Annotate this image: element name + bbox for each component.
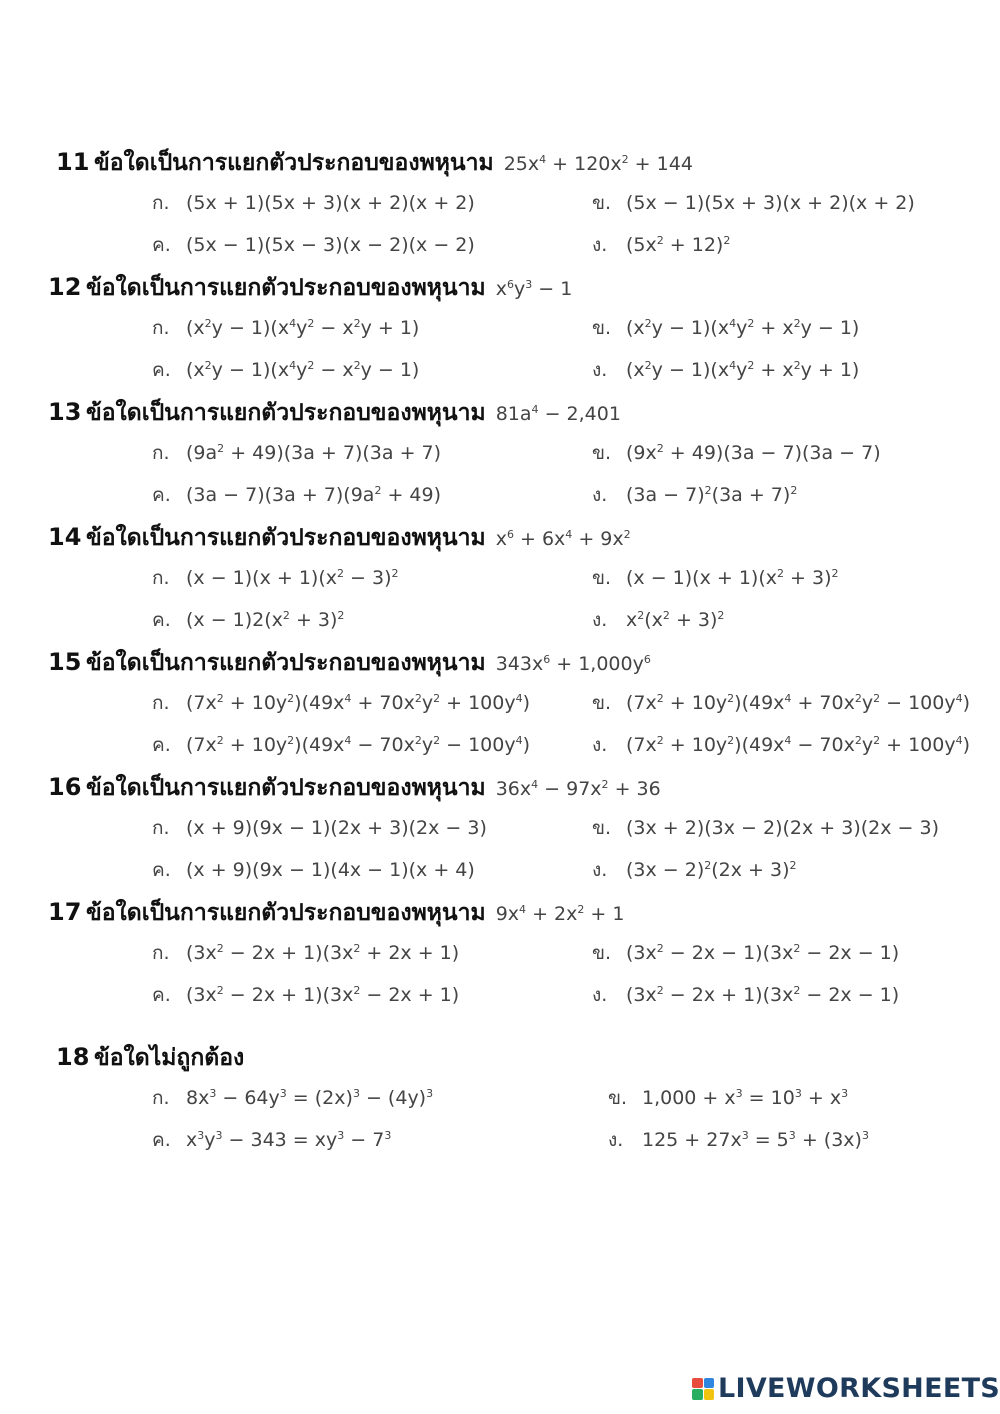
option-text: $(x - 1)(x + 1)(x^2 + 3)^2$ xyxy=(626,567,839,589)
option-label: ข. xyxy=(592,317,612,339)
question-18-header xyxy=(56,1040,244,1076)
question-16-option[interactable] xyxy=(152,813,487,843)
option-text: $(x^2y - 1)(x^4y^2 + x^2y + 1)$ xyxy=(626,359,860,381)
option-text: $1,000 + x^3 = 10^3 + x^3$ xyxy=(642,1087,849,1109)
question-17-option[interactable] xyxy=(152,980,459,1010)
option-label: ก. xyxy=(152,942,170,964)
question-17-header xyxy=(48,895,624,931)
option-label: ก. xyxy=(152,692,170,714)
question-18-option[interactable] xyxy=(152,1083,433,1113)
question-expression: $9x^4 + 2x^2 + 1$ xyxy=(495,903,625,925)
option-text: $8x^3 - 64y^3 = (2x)^3 - (4y)^3$ xyxy=(186,1087,434,1109)
option-text: $(7x^2 + 10y^2)(49x^4 + 70x^2y^2 - 100y^4)$ xyxy=(626,692,971,714)
option-label: ก. xyxy=(152,567,170,589)
option-label: ข. xyxy=(608,1087,628,1109)
question-16-option[interactable] xyxy=(592,855,797,885)
question-number: 15 xyxy=(48,648,82,676)
option-text: (5x − 1)(5x + 3)(x + 2)(x + 2) xyxy=(626,192,915,214)
question-13-option[interactable] xyxy=(152,480,441,510)
question-11-option[interactable] xyxy=(152,188,475,218)
option-text: $(3x^2 - 2x - 1)(3x^2 - 2x - 1)$ xyxy=(626,942,900,964)
question-13-option[interactable] xyxy=(592,438,881,468)
option-text: $(3a - 7)^2(3a + 7)^2$ xyxy=(626,484,798,506)
option-label: ข. xyxy=(592,567,612,589)
option-label: ง. xyxy=(592,359,608,381)
option-label: ก. xyxy=(152,817,170,839)
option-text: $125 + 27x^3 = 5^3 + (3x)^3$ xyxy=(642,1129,869,1151)
question-number: 18 xyxy=(56,1043,90,1071)
option-label: ข. xyxy=(592,192,612,214)
option-label: ค. xyxy=(152,234,171,256)
question-17-option[interactable] xyxy=(592,980,899,1010)
question-18-option[interactable] xyxy=(608,1125,869,1155)
question-16-option[interactable] xyxy=(592,813,939,843)
option-text: $(x^2y - 1)(x^4y^2 - x^2y - 1)$ xyxy=(186,359,420,381)
question-text: ข้อใดเป็นการแยกตัวประกอบของพหุนาม xyxy=(94,150,494,176)
option-text: $(3x^2 - 2x + 1)(3x^2 + 2x + 1)$ xyxy=(186,942,460,964)
question-number: 11 xyxy=(56,148,90,176)
option-label: ง. xyxy=(592,859,608,881)
question-13-header xyxy=(48,395,621,431)
question-17-option[interactable] xyxy=(152,938,459,968)
option-text: $(x - 1)2(x^2 + 3)^2$ xyxy=(186,609,345,631)
option-text: $(3x^2 - 2x + 1)(3x^2 - 2x - 1)$ xyxy=(626,984,900,1006)
option-label: ง. xyxy=(608,1129,624,1151)
option-text: (5x − 1)(5x − 3)(x − 2)(x − 2) xyxy=(186,234,475,256)
question-15-header xyxy=(48,645,651,681)
option-label: ง. xyxy=(592,734,608,756)
option-text: $(x - 1)(x + 1)(x^2 - 3)^2$ xyxy=(186,567,399,589)
question-13-option[interactable] xyxy=(592,480,797,510)
option-text: $(9x^2 + 49)(3a - 7)(3a - 7)$ xyxy=(626,442,881,464)
option-label: ค. xyxy=(152,859,171,881)
question-text: ข้อใดเป็นการแยกตัวประกอบของพหุนาม xyxy=(86,775,486,801)
question-text: ข้อใดเป็นการแยกตัวประกอบของพหุนาม xyxy=(86,275,486,301)
option-label: ก. xyxy=(152,192,170,214)
question-expression: $81a^4 - 2,401$ xyxy=(495,403,621,425)
option-text: $(7x^2 + 10y^2)(49x^4 - 70x^2y^2 + 100y^4)$ xyxy=(626,734,971,756)
question-expression: $343x^6 + 1,000y^6$ xyxy=(495,653,651,675)
option-text: (x + 9)(9x − 1)(4x − 1)(x + 4) xyxy=(186,859,475,881)
option-label: ก. xyxy=(152,317,170,339)
option-label: ข. xyxy=(592,942,612,964)
question-16-header xyxy=(48,770,661,806)
question-15-option[interactable] xyxy=(592,730,970,760)
option-label: ข. xyxy=(592,692,612,714)
question-14-option[interactable] xyxy=(592,605,724,635)
option-label: ก. xyxy=(152,1087,170,1109)
option-label: ง. xyxy=(592,484,608,506)
question-text: ข้อใดเป็นการแยกตัวประกอบของพหุนาม xyxy=(86,650,486,676)
question-18-option[interactable] xyxy=(608,1083,848,1113)
question-number: 16 xyxy=(48,773,82,801)
question-12-option[interactable] xyxy=(152,313,419,343)
option-label: ง. xyxy=(592,234,608,256)
question-expression: $36x^4 - 97x^2 + 36$ xyxy=(495,778,661,800)
question-11-header xyxy=(56,145,693,181)
option-text: $x^3y^3 - 343 = xy^3 - 7^3$ xyxy=(186,1129,392,1151)
option-label: ค. xyxy=(152,609,171,631)
question-text: ข้อใดเป็นการแยกตัวประกอบของพหุนาม xyxy=(86,400,486,426)
question-12-option[interactable] xyxy=(592,313,859,343)
question-text: ข้อใดเป็นการแยกตัวประกอบของพหุนาม xyxy=(86,525,486,551)
question-number: 12 xyxy=(48,273,82,301)
question-expression: $x^6y^3 - 1$ xyxy=(495,278,573,300)
question-18-option[interactable] xyxy=(152,1125,391,1155)
option-text: $(7x^2 + 10y^2)(49x^4 - 70x^2y^2 - 100y^4)$ xyxy=(186,734,531,756)
option-label: ง. xyxy=(592,609,608,631)
option-text: $(3x^2 - 2x + 1)(3x^2 - 2x + 1)$ xyxy=(186,984,460,1006)
question-text: ข้อใดไม่ถูกต้อง xyxy=(94,1045,245,1071)
question-expression: $x^6 + 6x^4 + 9x^2$ xyxy=(495,528,631,550)
option-text: $(x^2y - 1)(x^4y^2 + x^2y - 1)$ xyxy=(626,317,860,339)
option-text: (x + 9)(9x − 1)(2x + 3)(2x − 3) xyxy=(186,817,487,839)
option-text: $(5x^2 + 12)^2$ xyxy=(626,234,731,256)
question-14-option[interactable] xyxy=(152,563,398,593)
question-text: ข้อใดเป็นการแยกตัวประกอบของพหุนาม xyxy=(86,900,486,926)
question-number: 13 xyxy=(48,398,82,426)
option-text: $x^2(x^2 + 3)^2$ xyxy=(626,609,725,631)
question-number: 17 xyxy=(48,898,82,926)
option-label: ค. xyxy=(152,484,171,506)
question-16-option[interactable] xyxy=(152,855,475,885)
option-text: $(3x - 2)^2(2x + 3)^2$ xyxy=(626,859,797,881)
question-expression: $25x^4 + 120x^2 + 144$ xyxy=(503,153,693,175)
question-17-option[interactable] xyxy=(592,938,899,968)
question-15-option[interactable] xyxy=(592,688,970,718)
option-text: (3x + 2)(3x − 2)(2x + 3)(2x − 3) xyxy=(626,817,939,839)
option-label: ค. xyxy=(152,734,171,756)
question-11-option[interactable] xyxy=(592,188,915,218)
option-label: ก. xyxy=(152,442,170,464)
question-15-option[interactable] xyxy=(152,730,530,760)
question-13-option[interactable] xyxy=(152,438,441,468)
option-text: $(9a^2 + 49)(3a + 7)(3a + 7)$ xyxy=(186,442,442,464)
option-label: ค. xyxy=(152,1129,171,1151)
option-text: $(3a - 7)(3a + 7)(9a^2 + 49)$ xyxy=(186,484,442,506)
question-11-option[interactable] xyxy=(592,230,730,260)
question-number: 14 xyxy=(48,523,82,551)
option-text: (5x + 1)(5x + 3)(x + 2)(x + 2) xyxy=(186,192,475,214)
question-14-option[interactable] xyxy=(152,605,344,635)
option-text: $(x^2y - 1)(x^4y^2 - x^2y + 1)$ xyxy=(186,317,420,339)
liveworksheets-brand xyxy=(692,1373,1000,1404)
question-14-option[interactable] xyxy=(592,563,838,593)
question-12-option[interactable] xyxy=(152,355,419,385)
question-12-option[interactable] xyxy=(592,355,859,385)
option-label: ค. xyxy=(152,984,171,1006)
question-11-option[interactable] xyxy=(152,230,475,260)
question-12-header xyxy=(48,270,572,306)
option-label: ค. xyxy=(152,359,171,381)
question-15-option[interactable] xyxy=(152,688,530,718)
option-text: $(7x^2 + 10y^2)(49x^4 + 70x^2y^2 + 100y^4)$ xyxy=(186,692,531,714)
question-14-header xyxy=(48,520,631,556)
brand-text: LIVEWORKSHEETS xyxy=(718,1373,1000,1404)
liveworksheets-logo-icon xyxy=(692,1378,714,1400)
option-label: ข. xyxy=(592,442,612,464)
option-label: ข. xyxy=(592,817,612,839)
option-label: ง. xyxy=(592,984,608,1006)
